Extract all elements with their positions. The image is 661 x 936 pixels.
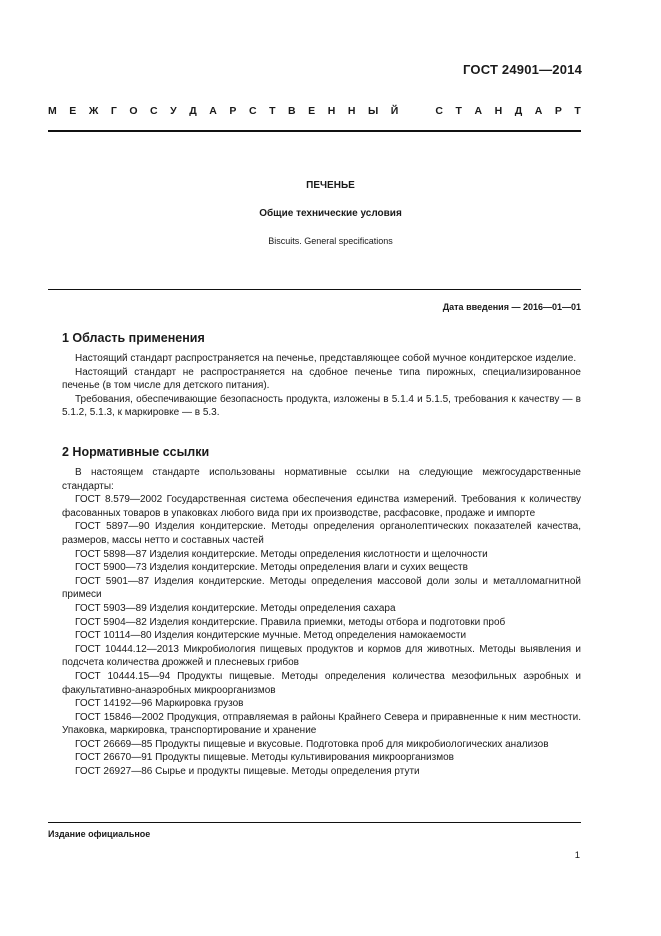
page-number: 1 [574, 850, 580, 861]
banner-letter: Д [514, 105, 523, 117]
banner-letter: С [248, 105, 257, 117]
banner-letter: В [288, 105, 296, 117]
paragraph: Требования, обеспечивающие безопасность продукта, изложены в 5.1.4 и 5.1.5, требования к качеству — в 5.1.2, 5.1.3, к маркировке — в 5.3. [62, 393, 581, 419]
banner-letter: Н [494, 105, 503, 117]
banner-letter: Й [390, 105, 399, 117]
banner-letter: М [48, 105, 57, 117]
english-title: Biscuits. General specifications [268, 236, 393, 246]
paragraph: В настоящем стандарте использованы нормативные ссылки на следующие межгосударственные стандарты: [62, 467, 581, 492]
reference-item: ГОСТ 5901—87 Изделия кондитерские. Методы определения массовой доли золы и металломагнитной примеси [62, 575, 581, 601]
section-1-heading: 1 Область применения [62, 331, 205, 345]
banner-letter: Ж [88, 105, 99, 117]
document-title: ПЕЧЕНЬЕ [306, 180, 355, 191]
banner-letter: У [170, 105, 177, 117]
banner-letter: Д [189, 105, 197, 117]
reference-item: ГОСТ 14192—96 Маркировка грузов [75, 698, 244, 710]
paragraph: Настоящий стандарт распространяется на печенье, представляющее собой мучное кондитерское изделие. [75, 353, 577, 364]
banner-letter: Е [69, 105, 77, 117]
normative-references [62, 466, 581, 779]
edition-note: Издание официальное [48, 829, 151, 839]
reference-item: ГОСТ 26670—91 Продукты пищевые. Методы культивирования микроорганизмов [75, 752, 454, 764]
reference-item: ГОСТ 5900—73 Изделия кондитерские. Методы определения влаги и сухих веществ [75, 562, 468, 574]
reference-item: ГОСТ 10444.12—2013 Микробиология пищевых продуктов и кормов для животных. Методы выявления и подсчета количества дрожжей и плесневых грибов [62, 643, 581, 669]
reference-item: ГОСТ 8.579—2002 Государственная система обеспечения единства измерений. Требования к количеству фасованных товаров в упаковках любого вида при их производстве, расфасовке, продаже и импорте [62, 494, 581, 519]
title-divider [48, 289, 581, 290]
banner-letter: Т [455, 105, 462, 117]
banner-letter: Р [554, 105, 562, 117]
banner-letter: А [474, 105, 483, 117]
banner-letter: Е [308, 105, 316, 117]
banner-letter: Н [327, 105, 336, 117]
reference-item: ГОСТ 26927—86 Сырье и продукты пищевые. Методы определения ртути [75, 766, 420, 778]
banner-letter [411, 105, 423, 117]
reference-item: ГОСТ 26669—85 Продукты пищевые и вкусовые. Подготовка проб для микробиологических анализов [75, 738, 549, 750]
banner-letter: Т [269, 105, 276, 117]
reference-item: ГОСТ 10114—80 Изделия кондитерские мучные. Метод определения намокаемости [75, 630, 467, 642]
banner-letter: С [435, 105, 443, 117]
reference-item: ГОСТ 5903—89 Изделия кондитерские. Методы определения сахара [75, 602, 396, 614]
banner-letter: Н [347, 105, 356, 117]
banner-letter: О [129, 105, 138, 117]
section-2-heading: 2 Нормативные ссылки [62, 445, 210, 459]
reference-item: ГОСТ 15846—2002 Продукция, отправляемая в районы Крайнего Севера и приравненные к ним местности. Упаковка, маркировка, транспортирование и хранение [62, 711, 581, 737]
interstate-standard-banner [48, 105, 581, 117]
reference-item: ГОСТ 10444.15—94 Продукты пищевые. Методы определения количества мезофильных аэробных и факультативно-анаэробных микроорганизмов [62, 670, 581, 696]
reference-item: ГОСТ 5898—87 Изделия кондитерские. Методы определения кислотности и щелочности [75, 548, 488, 560]
footer-divider [48, 822, 581, 823]
banner-letter: Ы [367, 105, 379, 117]
document-number: ГОСТ 24901—2014 [463, 62, 582, 77]
document-subtitle: Общие технические условия [259, 208, 402, 219]
header-divider [48, 130, 581, 132]
reference-item: ГОСТ 5904—82 Изделия кондитерские. Правила приемки, методы отбора и подготовки проб [75, 616, 506, 628]
paragraph: Настоящий стандарт не распространяется на сдобное печенье типа пирожных, специализированное печенье (в том числе для детского питания). [62, 366, 581, 392]
section-1-body [62, 352, 581, 420]
banner-letter: С [150, 105, 158, 117]
reference-item: ГОСТ 5897—90 Изделия кондитерские. Методы определения органолептических показателей качества, размеров, массы нетто и составных частей [62, 521, 581, 546]
banner-letter: Т [574, 105, 581, 117]
banner-letter: А [209, 105, 217, 117]
introduction-date: Дата введения — 2016—01—01 [442, 302, 581, 312]
banner-letter: Р [229, 105, 237, 117]
banner-letter: Г [110, 105, 117, 117]
banner-letter: А [534, 105, 543, 117]
